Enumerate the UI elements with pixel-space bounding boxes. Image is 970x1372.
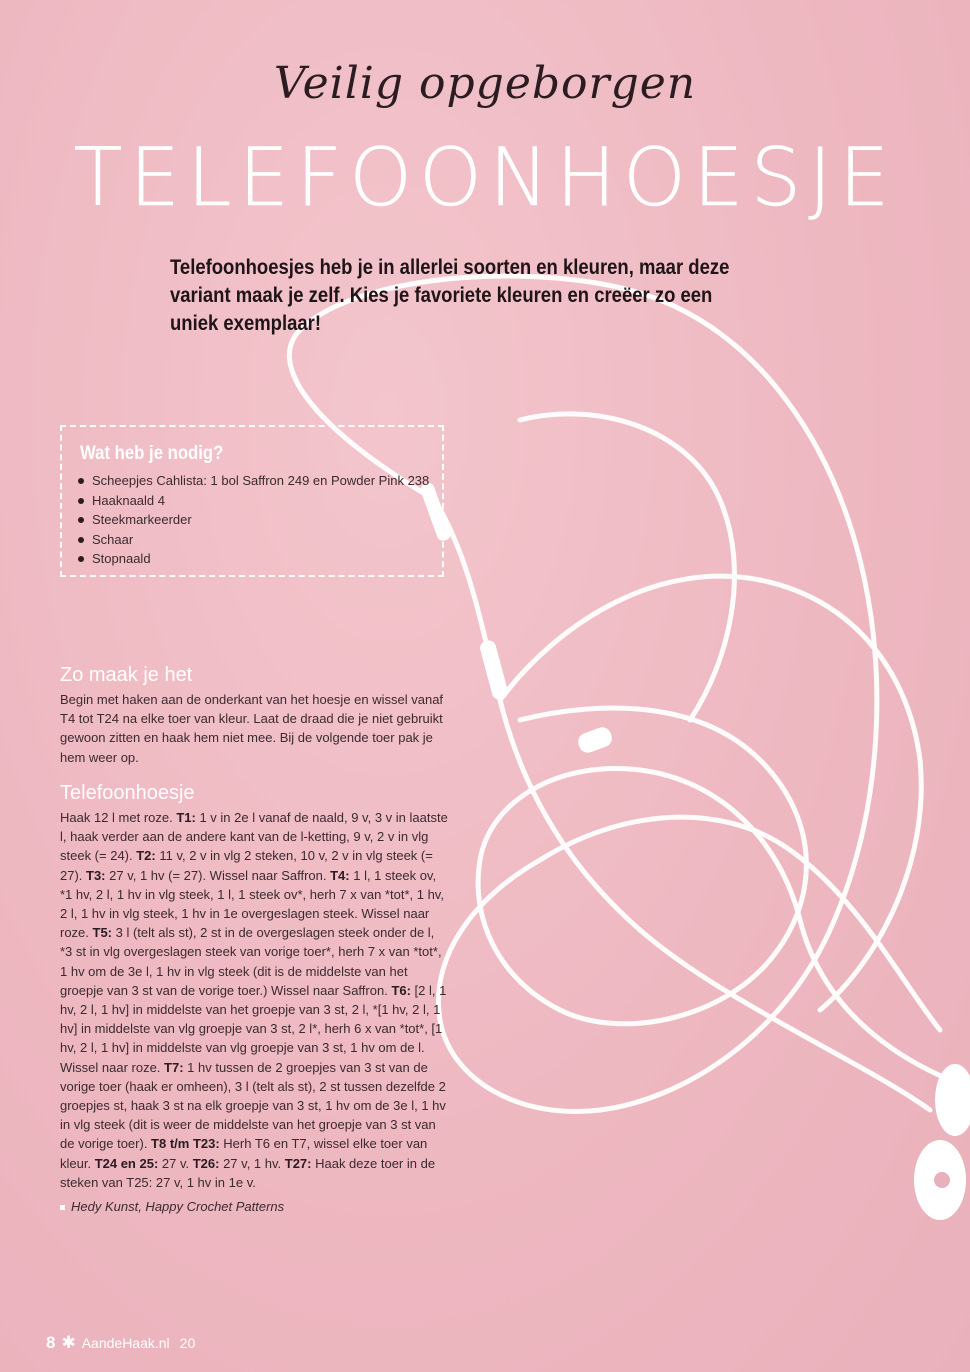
intro-text: Telefoonhoesjes heb je in allerlei soorten en kleuren, maar deze variant maak je zelf. Kies je favoriete kleuren en creëer zo een uniek exemplaar!: [170, 256, 730, 335]
pattern-text-segment: Haak deze toer in de steken van T25: 27 v, 1 hv in 1e v.: [60, 1155, 436, 1190]
pattern-text-segment: 1 l, 1 steek ov, *1 hv, 2 l, 1 hv in vlg steek, 1 l, 1 steek ov*, herh 7 x van *tot*, 1 hv, 2 l, 1 hv in vlg steek, 1 hv in 1e overgeslagen steek. Wissel naar roze.: [60, 867, 444, 941]
pattern-text-segment: Haak 12 l met roze.: [60, 810, 177, 825]
pattern-instructions: [60, 808, 450, 1192]
round-label: T3:: [86, 867, 106, 883]
how-to-text: Begin met haken aan de onderkant van het hoesje en wissel vanaf T4 tot T24 na elke toer van kleur. Laat de draad die je niet gebruikt gewoon zitten en haak hem niet mee. Bij de volgende toer pak je hem weer op.: [60, 692, 444, 765]
round-label: T5:: [92, 925, 113, 941]
pattern-text-segment: 1 hv tussen de 2 groepjes van 3 st van de vorige toer (haak er omheen), 3 l (telt als st), 2 st tussen dezelfde 2 groepjes st, haak 3 st na elk groepje van 3 st, 1 hv om de 3e l, 1 hv in vlg steek (dit is weer de middelste van het groepje van 3 st van de vorige toer).: [60, 1059, 446, 1152]
list-item: Scheepjes Cahlista: 1 bol Saffron 249 en Powder Pink 238: [78, 471, 429, 491]
round-label: T24 en 25:: [94, 1155, 159, 1171]
list-item: Haaknaald 4: [78, 491, 429, 511]
round-label: T6:: [391, 982, 411, 998]
credit: [60, 1199, 284, 1214]
asterisk-icon: ✱: [61, 1333, 76, 1352]
round-label: T8 t/m T23:: [151, 1136, 220, 1152]
how-to-heading: Zo maak je het: [60, 664, 193, 686]
pattern-text-segment: 27 v, 1 hv (= 27). Wissel naar Saffron.: [105, 867, 331, 883]
round-label: T7:: [164, 1059, 184, 1075]
pattern-text-segment: [2 l, 1 hv, 2 l, 1 hv] in middelste van het groepje van 3 st, 2 l, *[1 hv, 2 l, 1 hv] in middelste van vlg groepje van 3 st, 2 l*, herh 6 x van *tot*, [1 hv, 2 l, 1 hv] in middelste van vlg groepje van 3 st, 1 hv om de l. Wissel naar roze.: [60, 982, 447, 1075]
list-item: Stopnaald: [78, 549, 429, 569]
script-title: Veilig opgeborgen: [273, 58, 697, 109]
round-label: T26:: [192, 1155, 220, 1171]
bullet-square-icon: [60, 1205, 65, 1210]
brand-name: AandeHaak.nl: [81, 1335, 170, 1351]
materials-list: [78, 471, 429, 569]
pattern-heading: Telefoonhoesje: [60, 782, 195, 804]
credit-author: Hedy Kunst, Happy Crochet Patterns: [71, 1199, 285, 1214]
round-label: T4:: [330, 867, 350, 883]
page-footer: [46, 1333, 195, 1353]
pattern-text-segment: 3 l (telt als st), 2 st in de overgeslagen steek onder de l, *3 st in vlg overgeslagen steek van vorige toer*, herh 7 x van *tot*, 1 hv om de 3e l, 1 hv in vlg steek (dit is de middelste van het groepje van 3 st van de vorige toer.) Wissel naar Saffron.: [60, 925, 442, 998]
main-title: TELEFOONHOESJE: [73, 131, 897, 224]
round-label: T2:: [136, 848, 156, 864]
pattern-text-segment: 27 v.: [158, 1155, 193, 1171]
pattern-text-segment: 1 v in 2e l vanaf de naald, 9 v, 3 v in laatste l, haak verder aan de andere kant van de l-ketting, 9 v, 2 v in vlg steek (= 24).: [60, 810, 448, 864]
materials-box: [60, 425, 444, 577]
issue-number: 20: [179, 1335, 196, 1351]
pattern-text-segment: 11 v, 2 v in vlg 2 steken, 10 v, 2 v in vlg steek (= 27).: [60, 848, 433, 883]
page-number: 8: [46, 1333, 56, 1352]
list-item: Steekmarkeerder: [78, 510, 429, 530]
round-label: T27:: [284, 1155, 312, 1171]
list-item: Schaar: [78, 530, 429, 550]
pattern-text-segment: 27 v, 1 hv.: [219, 1155, 285, 1171]
pattern-text-segment: Herh T6 en T7, wissel elke toer van kleur.: [60, 1136, 428, 1171]
round-label: T1:: [176, 810, 196, 825]
materials-title: Wat heb je nodig?: [80, 443, 224, 464]
